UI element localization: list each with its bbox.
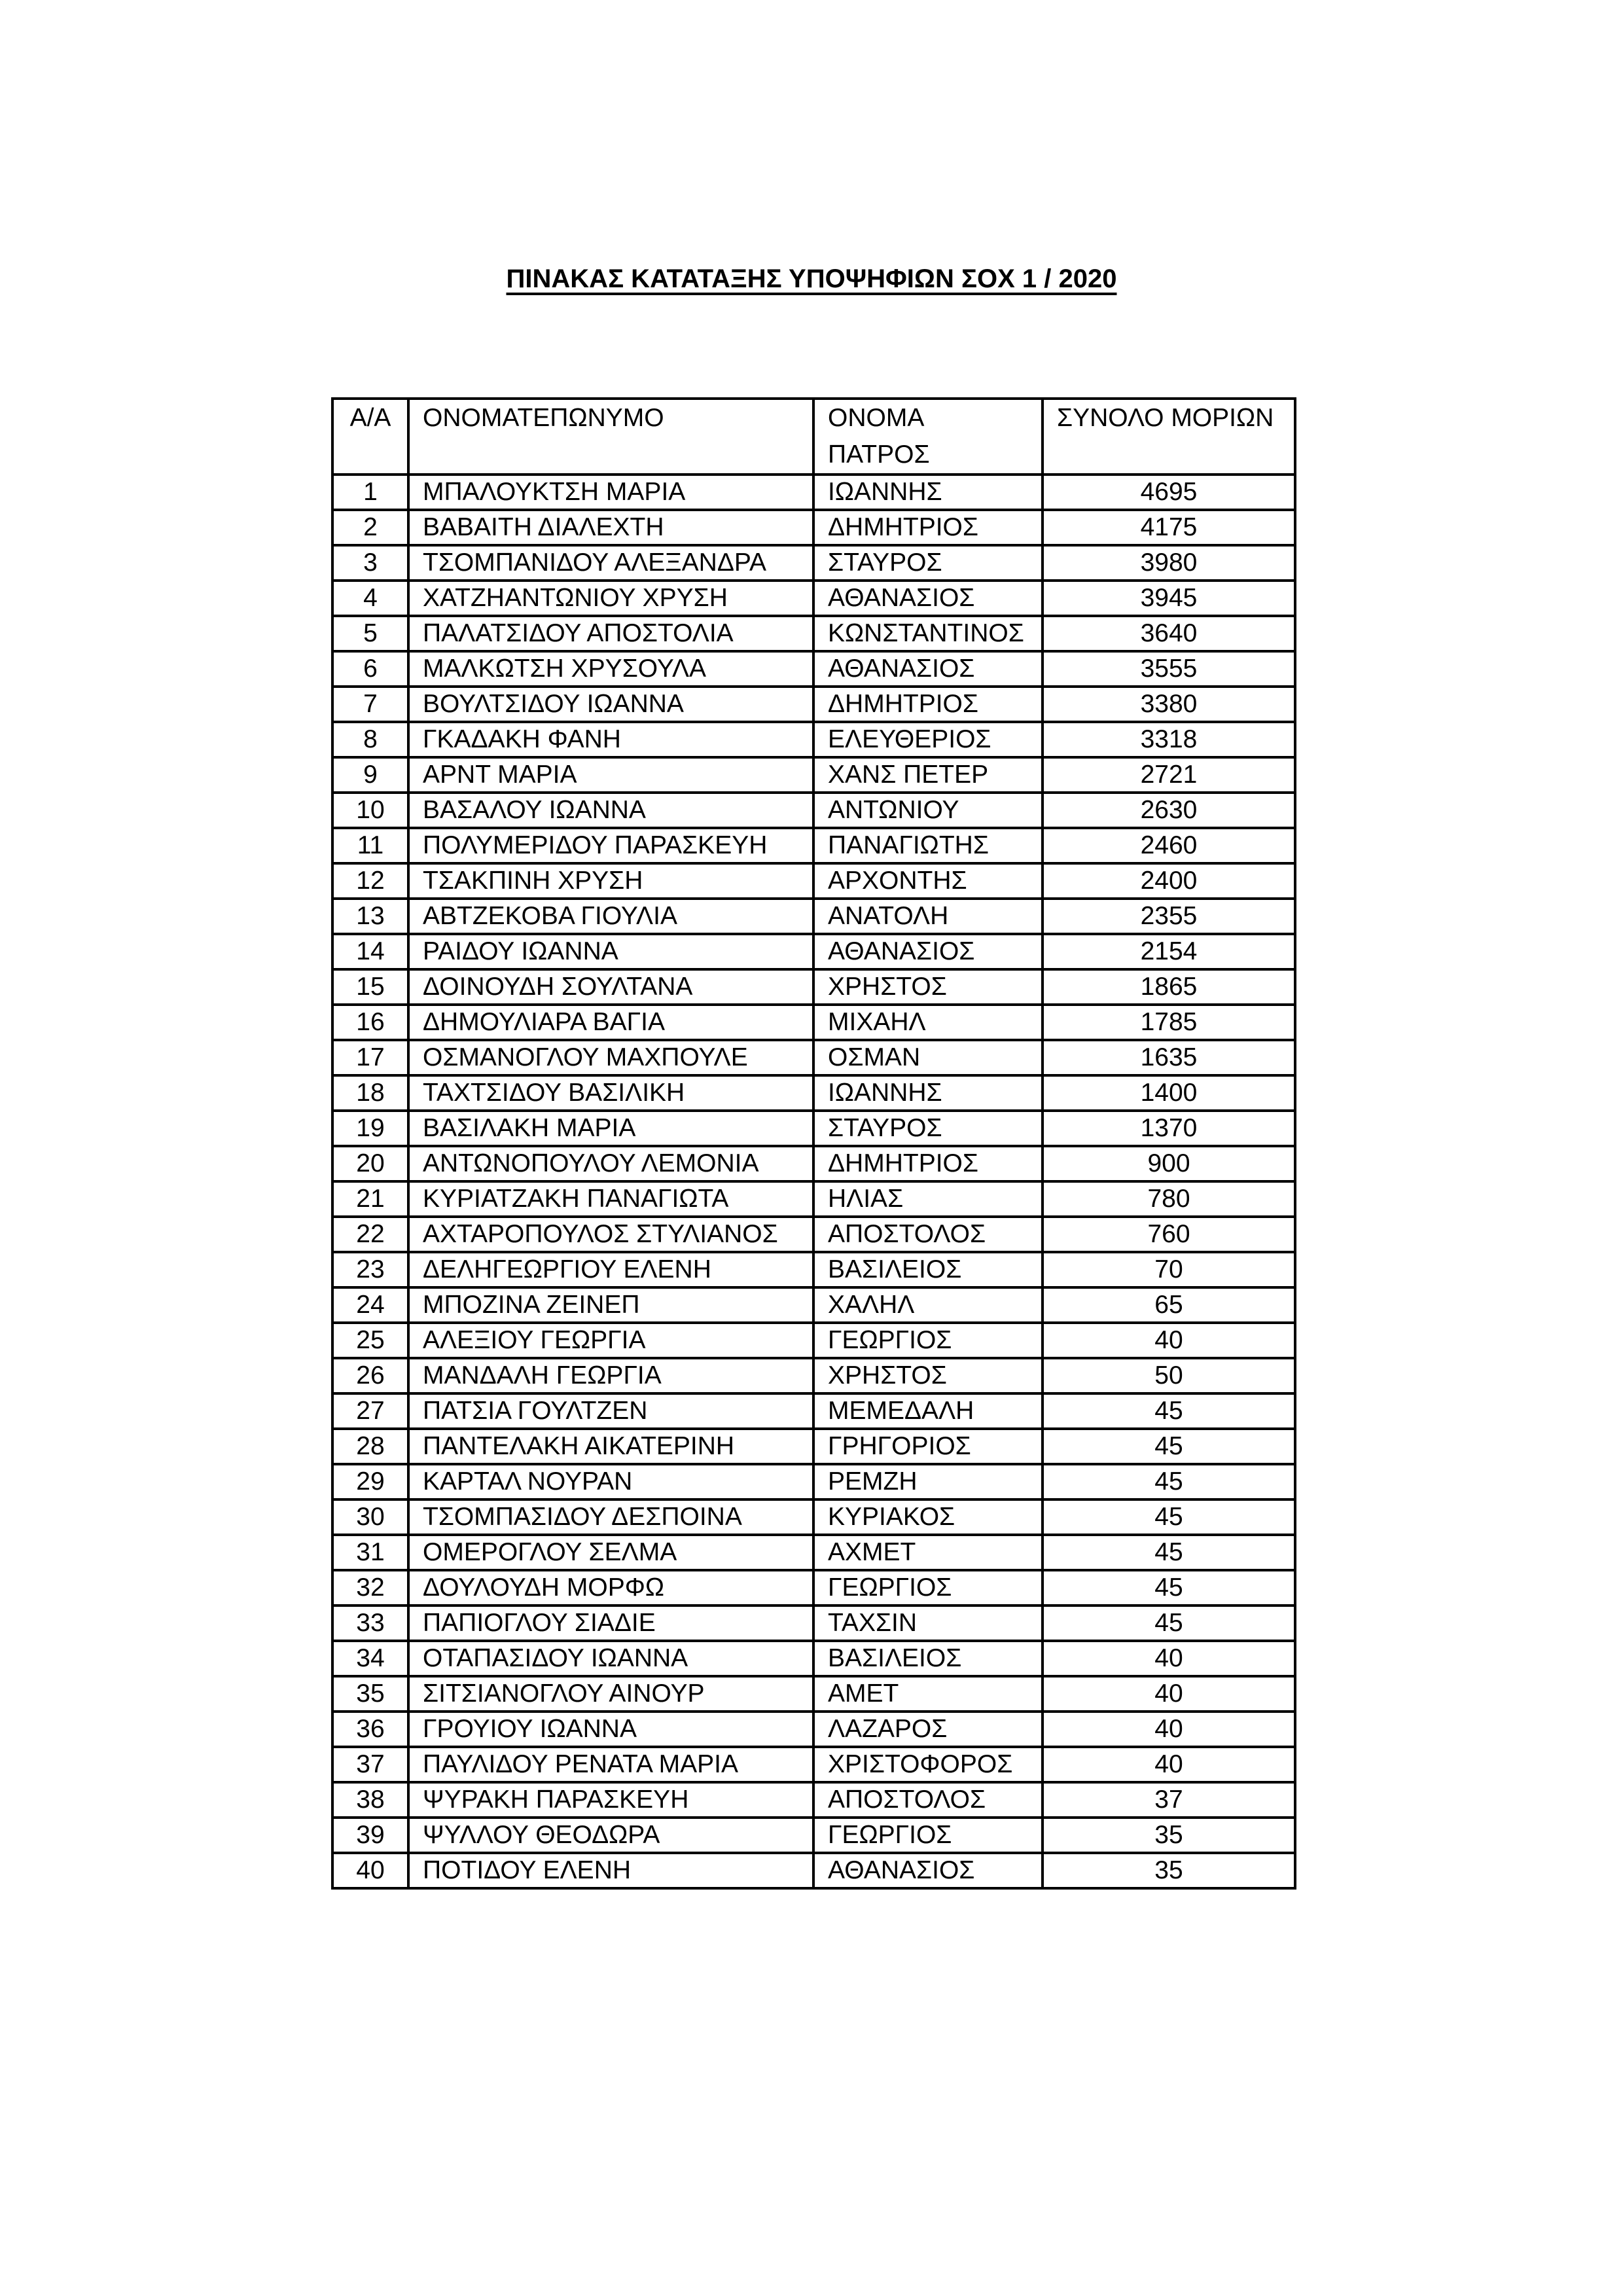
row-number: 5 — [332, 616, 408, 651]
row-number: 9 — [332, 757, 408, 793]
table-row — [332, 1323, 1295, 1358]
table-row — [332, 1535, 1295, 1570]
table-row — [332, 1676, 1295, 1712]
total-points: 40 — [1043, 1747, 1295, 1782]
row-number: 18 — [332, 1075, 408, 1111]
table-row — [332, 1181, 1295, 1217]
total-points: 1370 — [1043, 1111, 1295, 1146]
total-points: 3945 — [1043, 581, 1295, 616]
row-number: 22 — [332, 1217, 408, 1252]
row-number: 8 — [332, 722, 408, 757]
candidate-name: ΒΑΒΑΙΤΗ ΔΙΑΛΕΧΤΗ — [408, 510, 813, 545]
candidate-name: ΠΑΛΑΤΣΙΔΟΥ ΑΠΟΣΤΟΛΙΑ — [408, 616, 813, 651]
candidate-name: ΓΡΟΥΙΟΥ ΙΩΑΝΝΑ — [408, 1712, 813, 1747]
table-row — [332, 510, 1295, 545]
total-points: 50 — [1043, 1358, 1295, 1393]
candidate-name: ΑΝΤΩΝΟΠΟΥΛΟΥ ΛΕΜΟΝΙΑ — [408, 1146, 813, 1181]
table-row — [332, 1464, 1295, 1499]
candidate-name: ΤΑΧΤΣΙΔΟΥ ΒΑΣΙΛΙΚΗ — [408, 1075, 813, 1111]
header-total-points: ΣΥΝΟΛΟ ΜΟΡΙΩΝ — [1043, 399, 1295, 475]
header-father-name-line1: ΟΝΟΜΑ — [828, 404, 925, 432]
candidate-name: ΑΡΝΤ ΜΑΡΙΑ — [408, 757, 813, 793]
candidate-name: ΒΑΣΙΛΑΚΗ ΜΑΡΙΑ — [408, 1111, 813, 1146]
row-number: 7 — [332, 687, 408, 722]
father-name: ΔΗΜΗΤΡΙΟΣ — [813, 687, 1043, 722]
candidate-name: ΑΛΕΞΙΟΥ ΓΕΩΡΓΙΑ — [408, 1323, 813, 1358]
total-points: 4695 — [1043, 475, 1295, 510]
total-points: 2154 — [1043, 934, 1295, 969]
row-number: 19 — [332, 1111, 408, 1146]
row-number: 21 — [332, 1181, 408, 1217]
father-name: ΧΡΗΣΤΟΣ — [813, 1358, 1043, 1393]
candidate-name: ΤΣΟΜΠΑΣΙΔΟΥ ΔΕΣΠΟΙΝΑ — [408, 1499, 813, 1535]
total-points: 900 — [1043, 1146, 1295, 1181]
father-name: ΣΤΑΥΡΟΣ — [813, 1111, 1043, 1146]
father-name: ΓΕΩΡΓΙΟΣ — [813, 1818, 1043, 1853]
father-name: ΑΜΕΤ — [813, 1676, 1043, 1712]
row-number: 4 — [332, 581, 408, 616]
candidate-name: ΑΒΤΖΕΚΟΒΑ ΓΙΟΥΛΙΑ — [408, 899, 813, 934]
father-name: ΗΛΙΑΣ — [813, 1181, 1043, 1217]
candidate-name: ΠΑΝΤΕΛΑΚΗ ΑΙΚΑΤΕΡΙΝΗ — [408, 1429, 813, 1464]
candidate-name: ΓΚΑΔΑΚΗ ΦΑΝΗ — [408, 722, 813, 757]
father-name: ΙΩΑΝΝΗΣ — [813, 1075, 1043, 1111]
row-number: 11 — [332, 828, 408, 863]
father-name: ΧΑΛΗΛ — [813, 1287, 1043, 1323]
candidate-name: ΚΑΡΤΑΛ ΝΟΥΡΑΝ — [408, 1464, 813, 1499]
total-points: 45 — [1043, 1464, 1295, 1499]
table-row — [332, 828, 1295, 863]
total-points: 2721 — [1043, 757, 1295, 793]
row-number: 12 — [332, 863, 408, 899]
row-number: 38 — [332, 1782, 408, 1818]
row-number: 37 — [332, 1747, 408, 1782]
row-number: 39 — [332, 1818, 408, 1853]
row-number: 10 — [332, 793, 408, 828]
table-row — [332, 1712, 1295, 1747]
row-number: 16 — [332, 1005, 408, 1040]
total-points: 45 — [1043, 1429, 1295, 1464]
total-points: 45 — [1043, 1393, 1295, 1429]
table-row — [332, 687, 1295, 722]
father-name: ΧΡΗΣΤΟΣ — [813, 969, 1043, 1005]
father-name: ΔΗΜΗΤΡΙΟΣ — [813, 1146, 1043, 1181]
father-name: ΜΕΜΕΔΑΛΗ — [813, 1393, 1043, 1429]
total-points: 2630 — [1043, 793, 1295, 828]
table-row — [332, 1287, 1295, 1323]
father-name: ΜΙΧΑΗΛ — [813, 1005, 1043, 1040]
table-row — [332, 1217, 1295, 1252]
candidate-name: ΒΑΣΑΛΟΥ ΙΩΑΝΝΑ — [408, 793, 813, 828]
father-name: ΛΑΖΑΡΟΣ — [813, 1712, 1043, 1747]
father-name: ΑΘΑΝΑΣΙΟΣ — [813, 934, 1043, 969]
header-father-name-line2: ΠΑΤΡΟΣ — [828, 440, 930, 469]
total-points: 35 — [1043, 1818, 1295, 1853]
row-number: 31 — [332, 1535, 408, 1570]
table-row — [332, 793, 1295, 828]
total-points: 3555 — [1043, 651, 1295, 687]
table-row — [332, 545, 1295, 581]
table-row — [332, 1570, 1295, 1605]
candidate-name: ΜΠΟΖΙΝΑ ΖΕΙΝΕΠ — [408, 1287, 813, 1323]
candidate-name: ΑΧΤΑΡΟΠΟΥΛΟΣ ΣΤΥΛΙΑΝΟΣ — [408, 1217, 813, 1252]
father-name: ΒΑΣΙΛΕΙΟΣ — [813, 1641, 1043, 1676]
row-number: 25 — [332, 1323, 408, 1358]
candidate-name: ΜΑΝΔΑΛΗ ΓΕΩΡΓΙΑ — [408, 1358, 813, 1393]
father-name: ΓΕΩΡΓΙΟΣ — [813, 1323, 1043, 1358]
total-points: 2460 — [1043, 828, 1295, 863]
table-row — [332, 899, 1295, 934]
table-row — [332, 934, 1295, 969]
row-number: 33 — [332, 1605, 408, 1641]
candidate-name: ΣΙΤΣΙΑΝΟΓΛΟΥ ΑΙΝΟΥΡ — [408, 1676, 813, 1712]
father-name: ΑΘΑΝΑΣΙΟΣ — [813, 651, 1043, 687]
total-points: 3980 — [1043, 545, 1295, 581]
table-row — [332, 1075, 1295, 1111]
father-name: ΓΡΗΓΟΡΙΟΣ — [813, 1429, 1043, 1464]
table-row — [332, 475, 1295, 510]
total-points: 1865 — [1043, 969, 1295, 1005]
candidate-name: ΔΟΥΛΟΥΔΗ ΜΟΡΦΩ — [408, 1570, 813, 1605]
total-points: 780 — [1043, 1181, 1295, 1217]
row-number: 15 — [332, 969, 408, 1005]
row-number: 17 — [332, 1040, 408, 1075]
father-name: ΣΤΑΥΡΟΣ — [813, 545, 1043, 581]
table-row — [332, 1429, 1295, 1464]
table-row — [332, 1818, 1295, 1853]
father-name: ΑΝΤΩΝΙΟΥ — [813, 793, 1043, 828]
table-row — [332, 1393, 1295, 1429]
table-row — [332, 1782, 1295, 1818]
table-row — [332, 722, 1295, 757]
row-number: 29 — [332, 1464, 408, 1499]
father-name: ΙΩΑΝΝΗΣ — [813, 475, 1043, 510]
total-points: 4175 — [1043, 510, 1295, 545]
table-row — [332, 1853, 1295, 1888]
table-row — [332, 969, 1295, 1005]
total-points: 40 — [1043, 1641, 1295, 1676]
father-name: ΑΧΜΕΤ — [813, 1535, 1043, 1570]
father-name: ΚΩΝΣΤΑΝΤΙΝΟΣ — [813, 616, 1043, 651]
candidate-name: ΒΟΥΛΤΣΙΔΟΥ ΙΩΑΝΝΑ — [408, 687, 813, 722]
total-points: 45 — [1043, 1605, 1295, 1641]
row-number: 3 — [332, 545, 408, 581]
father-name: ΚΥΡΙΑΚΟΣ — [813, 1499, 1043, 1535]
table-row — [332, 1358, 1295, 1393]
total-points: 1635 — [1043, 1040, 1295, 1075]
total-points: 65 — [1043, 1287, 1295, 1323]
candidate-name: ΠΑΠΙΟΓΛΟΥ ΣΙΑΔΙΕ — [408, 1605, 813, 1641]
total-points: 45 — [1043, 1570, 1295, 1605]
candidate-name: ΨΥΛΛΟΥ ΘΕΟΔΩΡΑ — [408, 1818, 813, 1853]
candidate-name: ΡΑΙΔΟΥ ΙΩΑΝΝΑ — [408, 934, 813, 969]
row-number: 2 — [332, 510, 408, 545]
table-row — [332, 1146, 1295, 1181]
father-name: ΑΠΟΣΤΟΛΟΣ — [813, 1782, 1043, 1818]
father-name: ΑΘΑΝΑΣΙΟΣ — [813, 1853, 1043, 1888]
row-number: 32 — [332, 1570, 408, 1605]
candidate-name: ΤΣΟΜΠΑΝΙΔΟΥ ΑΛΕΞΑΝΔΡΑ — [408, 545, 813, 581]
row-number: 40 — [332, 1853, 408, 1888]
table-row — [332, 616, 1295, 651]
candidate-name: ΜΠΑΛΟΥΚΤΣΗ ΜΑΡΙΑ — [408, 475, 813, 510]
total-points: 70 — [1043, 1252, 1295, 1287]
table-row — [332, 1747, 1295, 1782]
candidate-name: ΧΑΤΖΗΑΝΤΩΝΙΟΥ ΧΡΥΣΗ — [408, 581, 813, 616]
total-points: 3318 — [1043, 722, 1295, 757]
document-title-text: ΠΙΝΑΚΑΣ ΚΑΤΑΤΑΞΗΣ ΥΠΟΨΗΦΙΩΝ ΣΟΧ 1 / 2020 — [506, 264, 1117, 293]
row-number: 23 — [332, 1252, 408, 1287]
table-row — [332, 757, 1295, 793]
row-number: 13 — [332, 899, 408, 934]
row-number: 27 — [332, 1393, 408, 1429]
table-row — [332, 651, 1295, 687]
father-name: ΑΠΟΣΤΟΛΟΣ — [813, 1217, 1043, 1252]
table-row — [332, 581, 1295, 616]
father-name: ΑΘΑΝΑΣΙΟΣ — [813, 581, 1043, 616]
total-points: 3380 — [1043, 687, 1295, 722]
table-row — [332, 1040, 1295, 1075]
row-number: 30 — [332, 1499, 408, 1535]
candidate-name: ΚΥΡΙΑΤΖΑΚΗ ΠΑΝΑΓΙΩΤΑ — [408, 1181, 813, 1217]
row-number: 14 — [332, 934, 408, 969]
father-name: ΑΡΧΟΝΤΗΣ — [813, 863, 1043, 899]
row-number: 34 — [332, 1641, 408, 1676]
father-name: ΧΑΝΣ ΠΕΤΕΡ — [813, 757, 1043, 793]
total-points: 3640 — [1043, 616, 1295, 651]
total-points: 40 — [1043, 1323, 1295, 1358]
row-number: 20 — [332, 1146, 408, 1181]
father-name: ΧΡΙΣΤΟΦΟΡΟΣ — [813, 1747, 1043, 1782]
candidate-name: ΠΑΤΣΙΑ ΓΟΥΛΤΖΕΝ — [408, 1393, 813, 1429]
father-name: ΠΑΝΑΓΙΩΤΗΣ — [813, 828, 1043, 863]
total-points: 2355 — [1043, 899, 1295, 934]
header-father-name — [813, 399, 1043, 475]
father-name: ΓΕΩΡΓΙΟΣ — [813, 1570, 1043, 1605]
father-name: ΕΛΕΥΘΕΡΙΟΣ — [813, 722, 1043, 757]
candidate-name: ΠΟΤΙΔΟΥ ΕΛΕΝΗ — [408, 1853, 813, 1888]
candidate-name: ΟΜΕΡΟΓΛΟΥ ΣΕΛΜΑ — [408, 1535, 813, 1570]
row-number: 24 — [332, 1287, 408, 1323]
candidate-name: ΤΣΑΚΠΙΝΗ ΧΡΥΣΗ — [408, 863, 813, 899]
table-row — [332, 1005, 1295, 1040]
father-name: ΑΝΑΤΟΛΗ — [813, 899, 1043, 934]
row-number: 28 — [332, 1429, 408, 1464]
father-name: ΤΑΧΣΙΝ — [813, 1605, 1043, 1641]
candidate-name: ΔΟΙΝΟΥΔΗ ΣΟΥΛΤΑΝΑ — [408, 969, 813, 1005]
table-row — [332, 863, 1295, 899]
row-number: 35 — [332, 1676, 408, 1712]
total-points: 1400 — [1043, 1075, 1295, 1111]
header-full-name: ΟΝΟΜΑΤΕΠΩΝΥΜΟ — [408, 399, 813, 475]
table-body — [332, 475, 1295, 1888]
father-name: ΡΕΜΖΗ — [813, 1464, 1043, 1499]
table-row — [332, 1499, 1295, 1535]
father-name: ΒΑΣΙΛΕΙΟΣ — [813, 1252, 1043, 1287]
candidate-name: ΟΣΜΑΝΟΓΛΟΥ ΜΑΧΠΟΥΛΕ — [408, 1040, 813, 1075]
table-row — [332, 1111, 1295, 1146]
row-number: 6 — [332, 651, 408, 687]
candidate-name: ΜΑΛΚΩΤΣΗ ΧΡΥΣΟΥΛΑ — [408, 651, 813, 687]
table-header-row — [332, 399, 1295, 475]
total-points: 40 — [1043, 1676, 1295, 1712]
candidate-name: ΠΑΥΛΙΔΟΥ ΡΕΝΑΤΑ ΜΑΡΙΑ — [408, 1747, 813, 1782]
candidate-name: ΔΗΜΟΥΛΙΑΡΑ ΒΑΓΙΑ — [408, 1005, 813, 1040]
total-points: 760 — [1043, 1217, 1295, 1252]
father-name: ΔΗΜΗΤΡΙΟΣ — [813, 510, 1043, 545]
document-title — [0, 264, 1623, 294]
candidate-name: ΔΕΛΗΓΕΩΡΓΙΟΥ ΕΛΕΝΗ — [408, 1252, 813, 1287]
total-points: 45 — [1043, 1535, 1295, 1570]
row-number: 26 — [332, 1358, 408, 1393]
row-number: 1 — [332, 475, 408, 510]
table-row — [332, 1641, 1295, 1676]
row-number: 36 — [332, 1712, 408, 1747]
table-row — [332, 1252, 1295, 1287]
total-points: 37 — [1043, 1782, 1295, 1818]
candidate-name: ΠΟΛΥΜΕΡΙΔΟΥ ΠΑΡΑΣΚΕΥΗ — [408, 828, 813, 863]
table-row — [332, 1605, 1295, 1641]
total-points: 2400 — [1043, 863, 1295, 899]
total-points: 40 — [1043, 1712, 1295, 1747]
total-points: 1785 — [1043, 1005, 1295, 1040]
total-points: 35 — [1043, 1853, 1295, 1888]
father-name: ΟΣΜΑΝ — [813, 1040, 1043, 1075]
ranking-table — [331, 397, 1296, 1890]
total-points: 45 — [1043, 1499, 1295, 1535]
candidate-name: ΟΤΑΠΑΣΙΔΟΥ ΙΩΑΝΝΑ — [408, 1641, 813, 1676]
header-aa: Α/Α — [332, 399, 408, 475]
candidate-name: ΨΥΡΑΚΗ ΠΑΡΑΣΚΕΥΗ — [408, 1782, 813, 1818]
